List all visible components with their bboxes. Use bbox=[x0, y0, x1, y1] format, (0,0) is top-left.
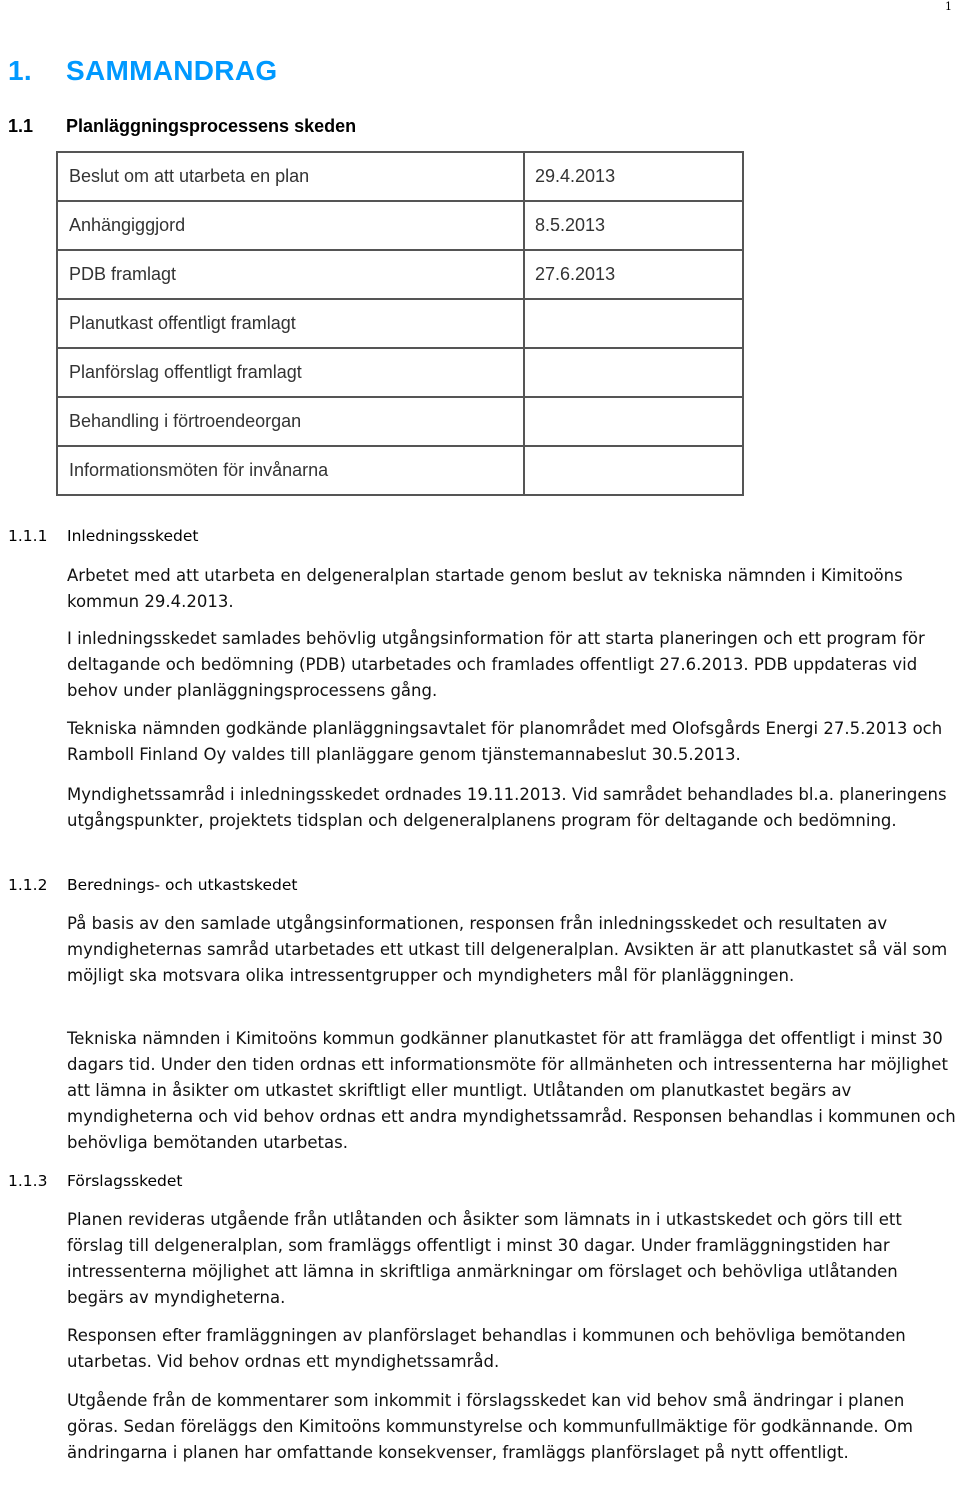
paragraph: Myndighetssamråd i inledningsskedet ordnades 19.11.2013. Vid samrådet behandlades bl.a. planeringens utgångspunkter, projektets tidsplan och delgeneralplanens program för deltagande och bedömning. bbox=[67, 785, 947, 830]
date-cell: 8.5.2013 bbox=[524, 201, 743, 250]
table-row bbox=[57, 201, 743, 250]
paragraph: Utgående från de kommentarer som inkommit i förslagsskedet kan vid behov små ändringar i planen göras. Sedan föreläggs den Kimitoöns kommunstyrelse och kommunfullmäktige för godkännande. Om ändringarna i planen har omfattande konsekvenser, framläggs planförslaget på nytt offentligt. bbox=[67, 1391, 913, 1462]
heading1-number: 1. bbox=[8, 55, 32, 86]
phase-cell: Anhängiggjord bbox=[57, 201, 524, 250]
phase-cell: Behandling i förtroendeorgan bbox=[57, 397, 524, 446]
date-cell bbox=[524, 446, 743, 495]
phase-cell: PDB framlagt bbox=[57, 250, 524, 299]
section-number: 1.1.1 bbox=[8, 527, 48, 545]
date-cell bbox=[524, 348, 743, 397]
date-cell: 29.4.2013 bbox=[524, 152, 743, 201]
heading-sammandrag bbox=[8, 55, 277, 87]
section-number: 1.1.2 bbox=[8, 876, 48, 894]
phase-cell: Beslut om att utarbeta en plan bbox=[57, 152, 524, 201]
paragraph: Planen revideras utgående från utlåtanden och åsikter som lämnats in i utkastskedet och görs till ett förslag till delgeneralplan, som framläggs offentligt i minst 30 dagar. Under framläggningstiden har intressenterna möjlighet att lämna in skriftliga anmärkningar om förslaget och behövliga utlåtanden begärs av myndigheterna. bbox=[67, 1210, 902, 1307]
phase-cell: Informationsmöten för invånarna bbox=[57, 446, 524, 495]
phase-cell: Planförslag offentligt framlagt bbox=[57, 348, 524, 397]
heading-planlaggningsprocessens-skeden bbox=[8, 116, 356, 137]
table-row bbox=[57, 397, 743, 446]
page-number: 1 bbox=[945, 0, 952, 13]
heading2-title: Planläggningsprocessens skeden bbox=[66, 116, 357, 136]
phase-cell: Planutkast offentligt framlagt bbox=[57, 299, 524, 348]
table-row bbox=[57, 152, 743, 201]
paragraph: Arbetet med att utarbeta en delgeneralplan startade genom beslut av tekniska nämnden i Kimitoöns kommun 29.4.2013. bbox=[67, 566, 903, 611]
table-row bbox=[57, 250, 743, 299]
section-title: Inledningsskedet bbox=[67, 527, 199, 545]
heading-inledningsskedet bbox=[8, 527, 198, 545]
paragraph: Tekniska nämnden godkände planläggningsavtalet för planområdet med Olofsgårds Energi 27.5.2013 och Ramboll Finland Oy valdes till planläggare genom tjänstemannabeslut 30.5.2013. bbox=[67, 719, 943, 764]
section-title: Förslagsskedet bbox=[67, 1172, 183, 1190]
date-cell bbox=[524, 299, 743, 348]
paragraph: Tekniska nämnden i Kimitoöns kommun godkänner planutkastet för att framlägga det offentligt i minst 30 dagars tid. Under den tiden ordnas ett informationsmöte för allmänheten och intressenterna har möjlighet att lämna in åsikter om utkastet skriftligt eller muntligt. Utlåtanden om planutkastet begärs av myndigheterna och vid behov ordnas ett andra myndighetssamråd. Responsen behandlas i kommunen och behövliga bemötanden utarbetas. bbox=[67, 1029, 956, 1152]
paragraph: Responsen efter framläggningen av planförslaget behandlas i kommunen och behövliga bemötanden utarbetas. Vid behov ordnas ett myndighetssamråd. bbox=[67, 1326, 906, 1371]
paragraph: I inledningsskedet samlades behövlig utgångsinformation för att starta planeringen och ett program för deltagande och bedömning (PDB) utarbetades och framlades offentligt 27.6.2013. PDB uppdateras vid behov under planläggningsprocessens gång. bbox=[67, 629, 925, 700]
paragraph: På basis av den samlade utgångsinformationen, responsen från inledningsskedet och resultaten av myndigheternas samråd utarbetades ett utkast till delgeneralplan. Avsikten är att planutkastet så väl som möjligt ska motsvara olika intressentgrupper och myndigheters mål för planläggningen. bbox=[67, 914, 948, 985]
date-cell bbox=[524, 397, 743, 446]
table-row bbox=[57, 348, 743, 397]
section-title: Berednings- och utkastskedet bbox=[67, 876, 298, 894]
table-row bbox=[57, 446, 743, 495]
date-cell: 27.6.2013 bbox=[524, 250, 743, 299]
section-number: 1.1.3 bbox=[8, 1172, 48, 1190]
heading1-title: SAMMANDRAG bbox=[66, 55, 278, 86]
phase-table bbox=[56, 151, 744, 496]
table-row bbox=[57, 299, 743, 348]
heading-forslagsskedet bbox=[8, 1172, 183, 1190]
heading-berednings-och-utkastskedet bbox=[8, 876, 297, 894]
heading2-number: 1.1 bbox=[8, 116, 34, 136]
